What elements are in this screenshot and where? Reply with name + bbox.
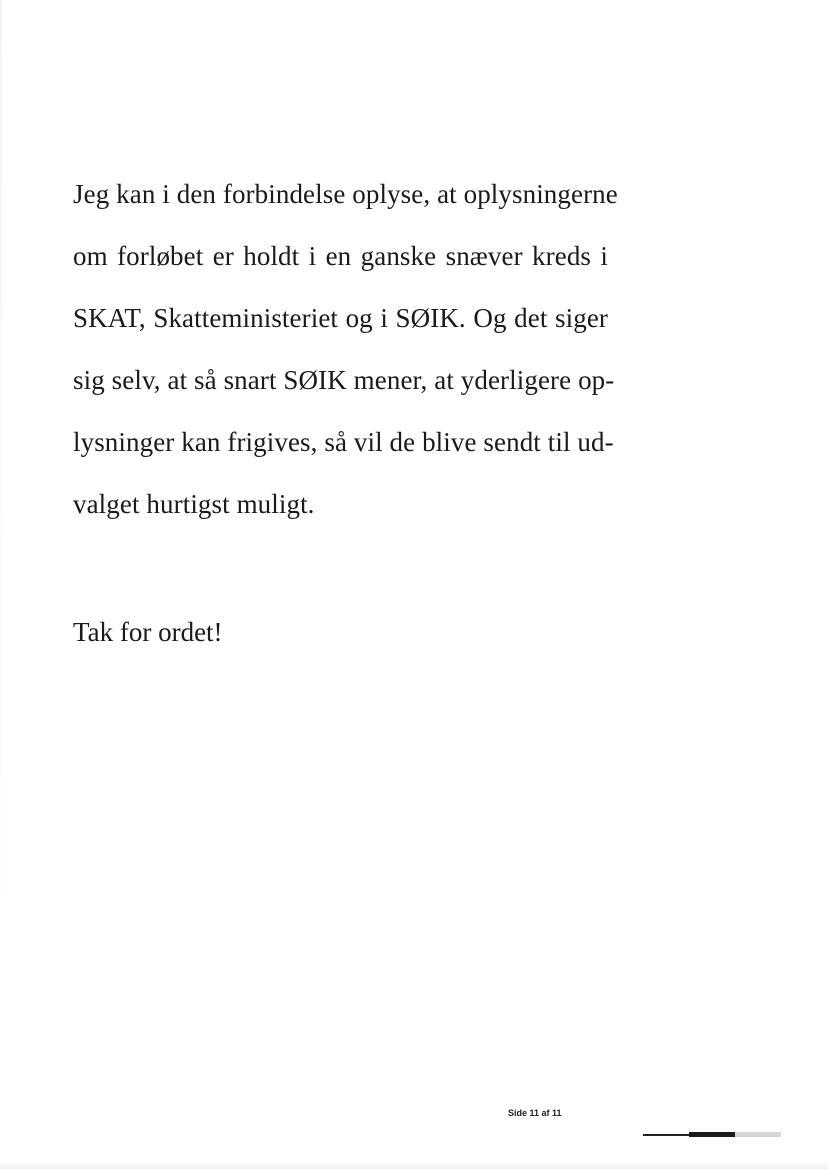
footer-bar-thick-segment [689, 1132, 735, 1137]
footer-bar-light-segment [735, 1132, 781, 1137]
page-number: Side 11 af 11 [508, 1108, 562, 1118]
paragraph-line: valget hurtigst muligt. [73, 489, 315, 519]
paragraph-line: om forløbet er holdt i en ganske snæver kreds i [73, 241, 608, 271]
paragraph-line: Jeg kan i den forbindelse oplyse, at oplysningerne [73, 179, 618, 209]
footer-decorative-bar [643, 1132, 781, 1137]
paragraph-line: sig selv, at så snart SØIK mener, at yderligere op- [73, 365, 615, 395]
paragraph-line: lysninger kan frigives, så vil de blive sendt til ud- [73, 427, 614, 457]
body-paragraph [73, 163, 618, 535]
scan-edge [0, 0, 2, 1169]
paragraph-line: SKAT, Skatteministeriet og i SØIK. Og det siger [73, 303, 608, 333]
closing-remark: Tak for ordet! [73, 617, 223, 647]
footer-bar-thin-segment [643, 1134, 689, 1136]
scan-bottom-edge [0, 1162, 828, 1169]
